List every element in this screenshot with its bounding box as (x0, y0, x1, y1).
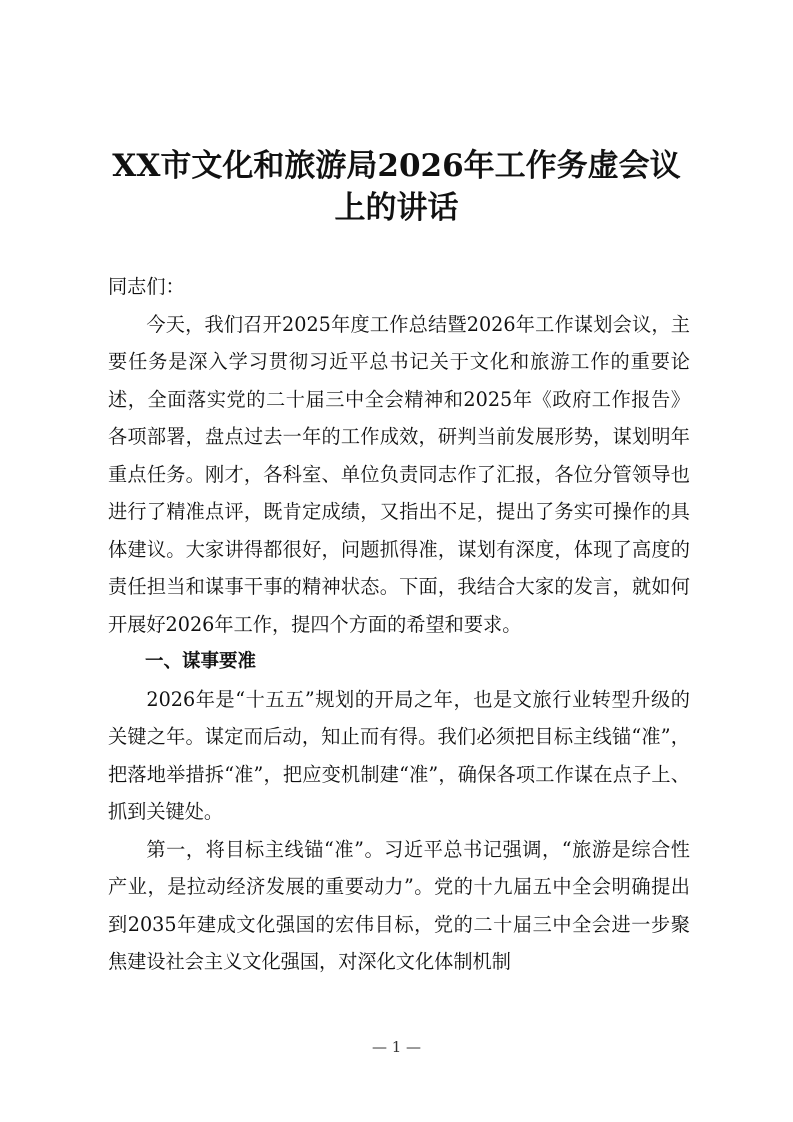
paragraph-2: 2026年是“十五五”规划的开局之年，也是文旅行业转型升级的关键之年。谋定而后动，知止而有得。我们必须把目标主线锚“准”，把落地举措拆“准”，把应变机制建“准”，确保各项工作谋在点子上、抓到关键处。 (108, 687, 690, 823)
document-body (108, 268, 690, 981)
paragraph-3: 第一，将目标主线锚“准”。习近平总书记强调，“旅游是综合性产业，是拉动经济发展的重要动力”。党的十九届五中全会明确提出到2035年建成文化强国的宏伟目标，党的二十届三中全会进一步聚焦建设社会主义文化强国，对深化文化体制机制 (108, 837, 690, 973)
title-line-1: XX市文化和旅游局2026年工作务虚会议 (112, 148, 681, 184)
page-number: — 1 — (371, 1038, 422, 1056)
paragraph-1: 今天，我们召开2025年度工作总结暨2026年工作谋划会议，主要任务是深入学习贯彻习近平总书记关于文化和旅游工作的重要论述，全面落实党的二十届三中全会精神和2025年《政府工作报告》各项部署，盘点过去一年的工作成效，研判当前发展形势，谋划明年重点任务。刚才，各科室、单位负责同志作了汇报，各位分管领导也进行了精准点评，既肯定成绩，又指出不足，提出了务实可操作的具体建议。大家讲得都很好，问题抓得准，谋划有深度，体现了高度的责任担当和谋事干事的精神状态。下面，我结合大家的发言，就如何开展好2026年工作，提四个方面的希望和要求。 (108, 312, 690, 636)
document-title (60, 145, 733, 229)
title-line-2: 上的讲话 (334, 190, 459, 226)
section-heading-1: 一、谋事要准 (145, 651, 257, 672)
salutation: 同志们： (108, 275, 185, 298)
